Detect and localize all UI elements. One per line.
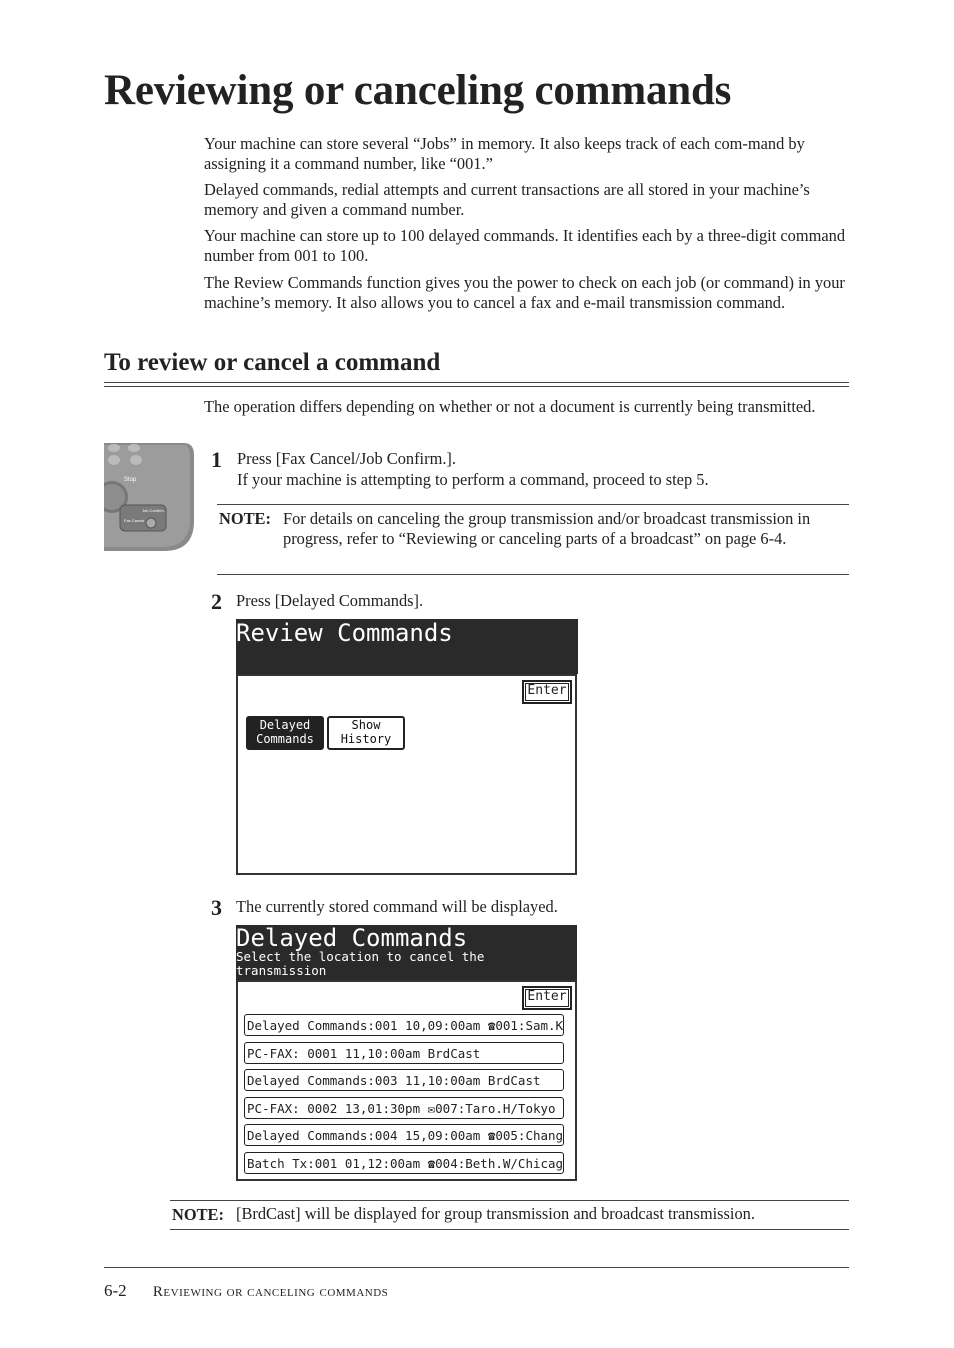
job-confirm-label: Job Confirm.	[142, 508, 165, 513]
step-1-text-line1: Press [Fax Cancel/Job Confirm.].	[237, 449, 456, 468]
note-1-rule-top	[217, 504, 849, 505]
enter-button[interactable]: Enter	[522, 986, 572, 1010]
step-3-text: The currently stored command will be displayed.	[236, 897, 558, 916]
review-commands-screen-header	[236, 619, 578, 674]
stop-label: Stop	[124, 477, 137, 483]
note-1-rule-bottom	[217, 574, 849, 575]
show-history-button[interactable]	[327, 716, 405, 750]
fax-cancel-key-icon	[146, 518, 156, 528]
chapter-title: Reviewing or canceling commands	[152, 1284, 389, 1300]
command-row[interactable]: Delayed Commands:003 11,10:00am BrdCast	[244, 1069, 564, 1091]
review-commands-screen-body	[236, 674, 577, 875]
section-rule-top	[104, 382, 849, 383]
step-number-2: 2	[211, 589, 222, 614]
panel-key-icon	[128, 444, 140, 452]
step-2-text: Press [Delayed Commands].	[236, 591, 424, 610]
step-number-3: 3	[211, 895, 222, 920]
panel-key-icon	[130, 455, 142, 465]
delayed-commands-label-1: Delayed	[259, 718, 311, 732]
note-2-label: NOTE:	[172, 1205, 224, 1224]
step-number-1: 1	[211, 447, 222, 472]
section-lead: The operation differs depending on whether or not a document is currently being transmitted.	[204, 397, 816, 416]
show-history-label-2: History	[340, 732, 392, 746]
section-heading: To review or cancel a command	[104, 349, 441, 376]
note-2-rule-top	[170, 1200, 849, 1201]
section-rule-bottom	[104, 386, 849, 387]
show-history-label-1: Show	[351, 718, 381, 732]
footer-rule	[104, 1267, 849, 1268]
note-1-text: For details on canceling the group transmission and/or broadcast transmission in progress, refer to “Reviewing or canceling parts of a broadcast” on page 6-4.	[283, 509, 811, 548]
command-row[interactable]: Delayed Commands:001 10,09:00am ☎001:Sam.K	[244, 1014, 564, 1036]
intro-paragraph-3: Your machine can store up to 100 delayed commands. It identifies each by a three-digit command number from 001 to 100.	[204, 226, 846, 265]
command-row[interactable]: PC-FAX: 0002 13,01:30pm ✉007:Taro.H/Tokyo	[244, 1097, 564, 1119]
fax-cancel-label: Fax Cancel	[124, 518, 145, 523]
note-2-rule-bottom	[170, 1229, 849, 1230]
command-row[interactable]: Delayed Commands:004 15,09:00am ☎005:Chang	[244, 1124, 564, 1146]
command-row[interactable]: Batch Tx:001 01,12:00am ☎004:Beth.W/Chicag	[244, 1152, 564, 1174]
control-panel-illustration	[104, 443, 196, 553]
delayed-commands-label-2: Commands	[256, 732, 314, 746]
command-row[interactable]: PC-FAX: 0001 11,10:00am BrdCast	[244, 1042, 564, 1064]
panel-key-icon	[108, 444, 120, 452]
note-1-label: NOTE:	[219, 509, 271, 528]
intro-paragraph-1: Your machine can store several “Jobs” in memory. It also keeps track of each com-mand by assigning it a command number, like “001.”	[204, 134, 805, 173]
intro-paragraph-2: Delayed commands, redial attempts and current transactions are all stored in your machine’s memory and given a command number.	[204, 180, 810, 219]
delayed-commands-subtitle-1: Select the location to cancel the	[236, 949, 485, 964]
delayed-commands-subtitle-2: transmission	[236, 963, 327, 978]
delayed-commands-screen-body	[236, 980, 577, 1181]
enter-button[interactable]: Enter	[522, 680, 572, 704]
delayed-commands-screen-header	[236, 925, 577, 980]
panel-key-icon	[108, 455, 120, 465]
review-commands-title: Review Commands	[236, 619, 453, 647]
page-title: Reviewing or canceling commands	[104, 67, 732, 114]
page-footer	[104, 1281, 388, 1301]
delayed-commands-button[interactable]	[246, 716, 324, 750]
delayed-commands-title: Delayed Commands	[236, 924, 468, 952]
intro-paragraph-4: The Review Commands function gives you the power to check on each job (or command) in your machine’s memory. It also allows you to cancel a fax and e-mail transmission command.	[204, 273, 845, 312]
step-1-text-line2: If your machine is attempting to perform a command, proceed to step 5.	[237, 470, 709, 489]
note-2-text: [BrdCast] will be displayed for group transmission and broadcast transmission.	[236, 1204, 755, 1223]
page-number: 6-2	[104, 1281, 127, 1300]
